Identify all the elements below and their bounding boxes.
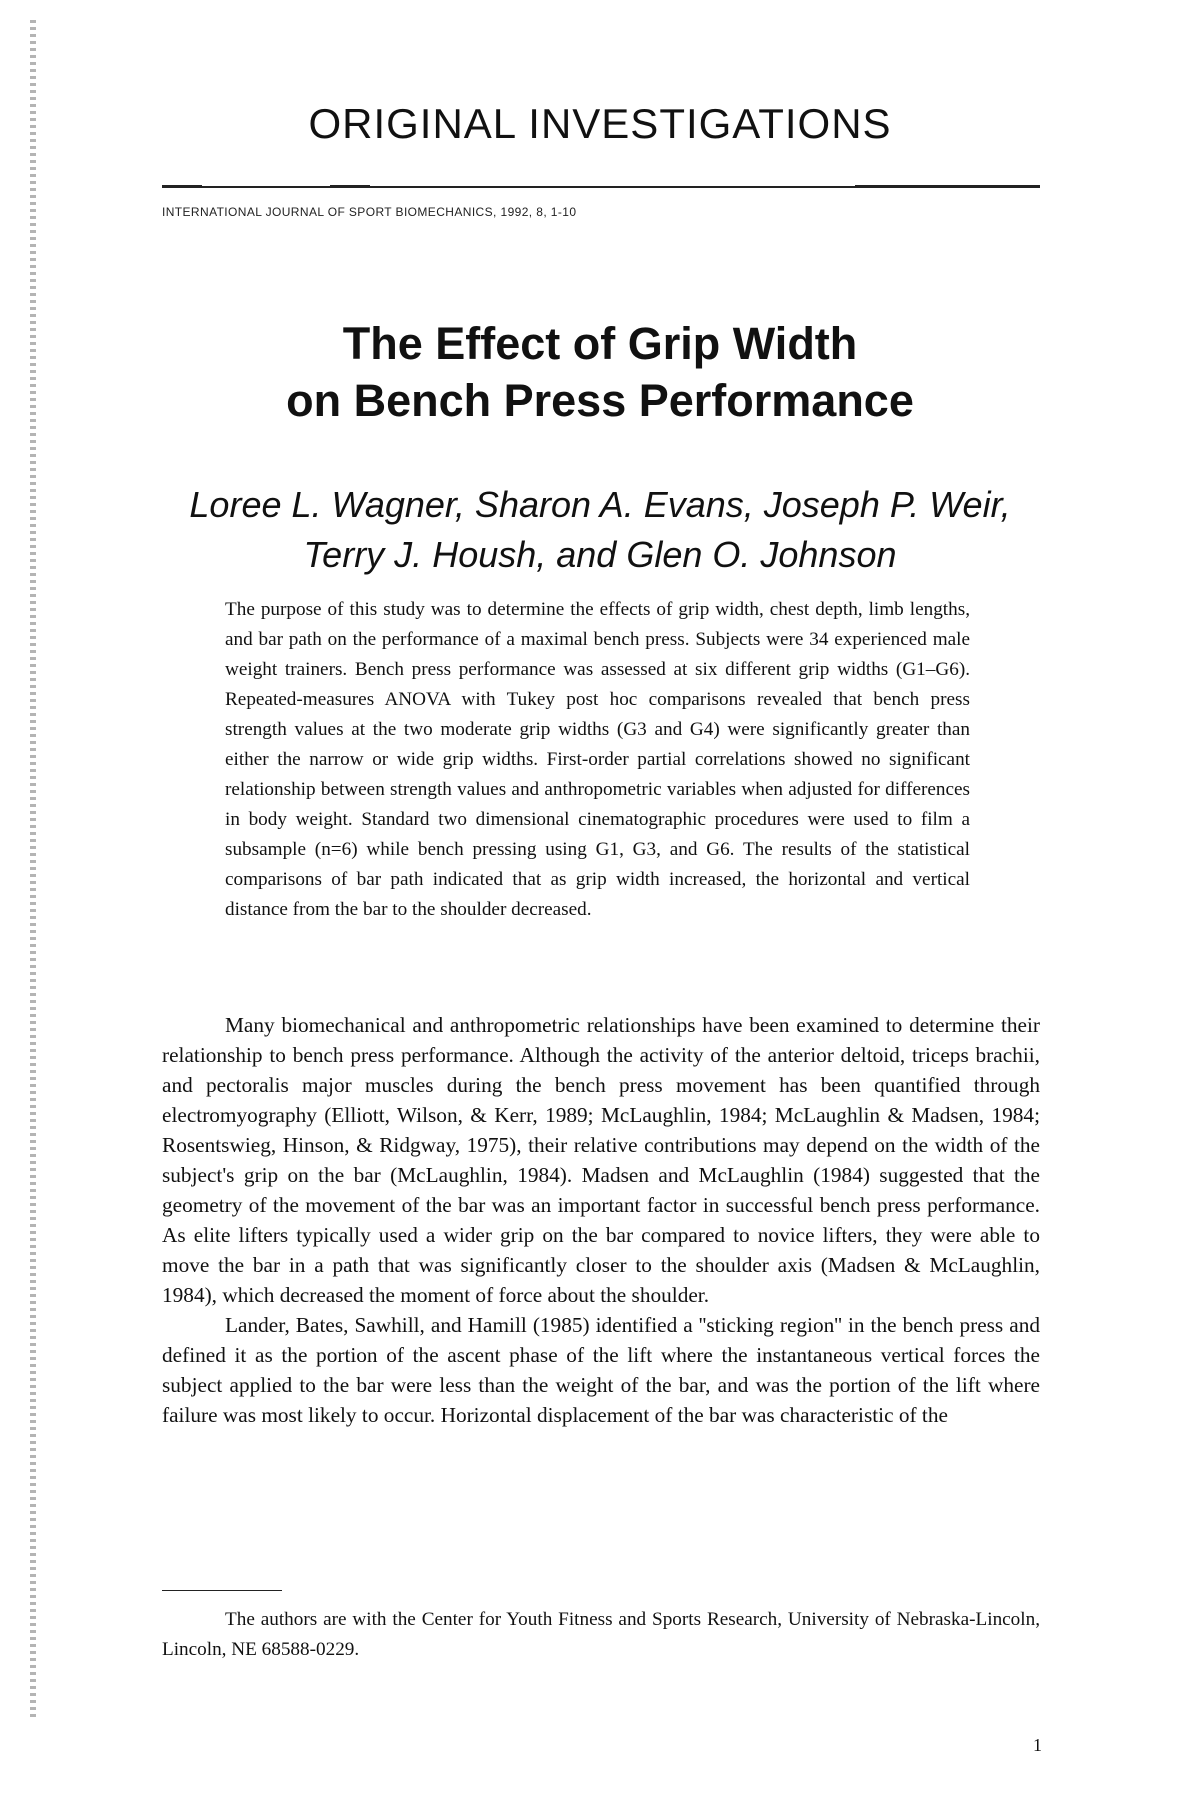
author-line: Terry J. Housh, and Glen O. Johnson <box>303 534 897 575</box>
scan-edge-mark <box>30 20 36 1720</box>
title-line: The Effect of Grip Width <box>342 318 858 369</box>
footnote-rule <box>162 1590 282 1591</box>
article-title <box>0 315 1200 429</box>
section-heading: ORIGINAL INVESTIGATIONS <box>308 100 892 147</box>
header-rule-dash <box>162 185 202 188</box>
author-list <box>0 480 1200 580</box>
header-rule-dash <box>330 185 370 188</box>
body-text <box>162 1010 1040 1430</box>
paragraph: Many biomechanical and anthropometric relationships have been examined to determine their relationship to bench press performance. Although the activity of the anterior deltoid, triceps brachii, and pectoralis major muscles during the bench press movement has been quantified through electromyography (Elliott, Wilson, & Kerr, 1989; McLaughlin, 1984; McLaughlin & Madsen, 1984; Rosentswieg, Hinson, & Ridgway, 1975), their relative contributions may depend on the width of the subject's grip on the bar (McLaughlin, 1984). Madsen and McLaughlin (1984) suggested that the geometry of the movement of the bar was an important factor in successful bench press performance. As elite lifters typically used a wider grip on the bar compared to novice lifters, they were able to move the bar in a path that was significantly closer to the shoulder axis (Madsen & McLaughlin, 1984), which decreased the moment of force about the shoulder. <box>162 1013 1040 1307</box>
abstract: The purpose of this study was to determine the effects of grip width, chest depth, limb lengths, and bar path on the performance of a maximal bench press. Subjects were 34 experienced male weight trainers. Bench press performance was assessed at six different grip widths (G1–G6). Repeated-measures ANOVA with Tukey post hoc comparisons revealed that bench press strength values at the two moderate grip widths (G3 and G4) were significantly greater than either the narrow or wide grip widths. First-order partial correlations showed no significant relationship between strength values and anthropometric variables when adjusted for differences in body weight. Standard two dimensional cinematographic procedures were used to film a subsample (n=6) while bench pressing using G1, G3, and G6. The results of the statistical comparisons of bar path indicated that as grip width increased, the horizontal and vertical distance from the bar to the shoulder decreased. <box>225 599 970 920</box>
author-affiliation-footnote: The authors are with the Center for Youth Fitness and Sports Research, University of Nebraska-Lincoln, Lincoln, NE 68588-0229. <box>162 1609 1040 1660</box>
page-number: 1 <box>1033 1735 1042 1755</box>
title-line: on Bench Press Performance <box>286 375 914 426</box>
journal-citation: INTERNATIONAL JOURNAL OF SPORT BIOMECHANICS, 1992, 8, 1-10 <box>162 205 577 219</box>
header-rule-dash <box>855 185 1040 188</box>
author-line: Loree L. Wagner, Sharon A. Evans, Joseph P. Weir, <box>189 484 1011 525</box>
paragraph: Lander, Bates, Sawhill, and Hamill (1985) identified a ''sticking region'' in the bench press and defined it as the portion of the ascent phase of the lift where the instantaneous vertical forces the subject applied to the bar were less than the weight of the bar, and was the portion of the lift where failure was most likely to occur. Horizontal displacement of the bar was characteristic of the <box>162 1313 1040 1427</box>
